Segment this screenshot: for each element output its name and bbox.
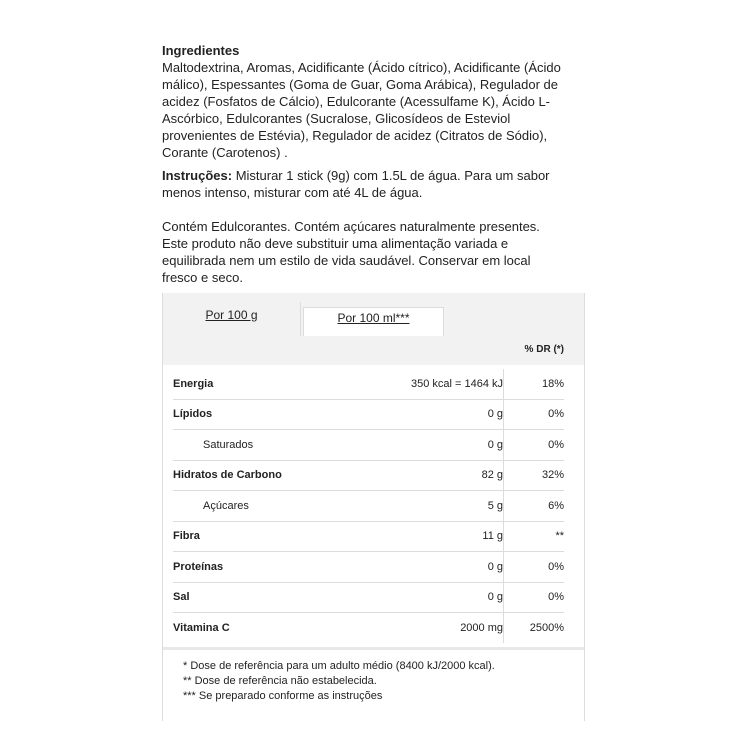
nutrient-value: 2000 mg (353, 613, 504, 643)
product-info (162, 42, 582, 286)
instructions-line2: menos intenso, misturar com até 4L de água. (162, 185, 423, 200)
ingredients-line: málico), Espessantes (Goma de Guar, Goma Arábica), Regulador de (162, 77, 558, 92)
nutrient-dr: 0% (504, 552, 565, 583)
ingredients-line: acidez (Fosfatos de Cálcio), Edulcorante (Acessulfame K), Ácido L- (162, 94, 551, 109)
notice-line: Contém Edulcorantes. Contém açúcares naturalmente presentes. (162, 219, 540, 234)
nutrient-value: 5 g (353, 491, 504, 522)
nutrient-dr: 18% (504, 369, 565, 399)
footnotes (163, 647, 584, 723)
tab-per-100g[interactable]: Por 100 g (163, 302, 301, 336)
tab-per-100ml[interactable]: Por 100 ml*** (303, 307, 444, 337)
nutrient-value: 0 g (353, 582, 504, 613)
instructions-text: Misturar 1 stick (9g) com 1.5L de água. Para um sabor (232, 168, 550, 183)
nutrient-dr: 0% (504, 430, 565, 461)
table-row (173, 582, 564, 613)
nutrition-panel (162, 293, 585, 721)
nutrient-name: Hidratos de Carbono (173, 460, 353, 491)
table-row (173, 399, 564, 430)
nutrient-value: 350 kcal = 1464 kJ (353, 369, 504, 399)
nutrient-name: Vitamina C (173, 621, 230, 634)
nutrition-table (173, 369, 564, 643)
nutrient-name: Açúcares (173, 491, 353, 522)
nutrient-name: Energia (173, 369, 353, 399)
nutrient-value: 0 g (353, 430, 504, 461)
table-row (173, 552, 564, 583)
notice-line: fresco e seco. (162, 270, 243, 285)
nutrient-dr: 0% (504, 582, 565, 613)
nutrient-name: Proteínas (173, 552, 353, 583)
table-row (173, 369, 564, 399)
footnote: * Dose de referência para um adulto médio (8400 kJ/2000 kcal). (183, 660, 495, 672)
nutrient-dr: 0% (504, 399, 565, 430)
table-row (173, 613, 564, 643)
nutrient-dr: ** (504, 521, 565, 552)
table-row (173, 460, 564, 491)
footnote: *** Se preparado conforme as instruções (183, 690, 383, 702)
table-row (173, 521, 564, 552)
nutrient-name: Fibra (173, 521, 353, 552)
instructions-label: Instruções: (162, 168, 233, 183)
ingredients-line: Ascórbico, Edulcorantes (Sucralose, Glicosídeos de Esteviol (162, 111, 511, 126)
nutrient-dr: 2500% (529, 621, 564, 634)
nutrient-name: Lípidos (173, 399, 353, 430)
nutrient-value: 0 g (353, 552, 504, 583)
dr-header: % DR (*) (524, 344, 564, 355)
notice-line: equilibrada nem um estilo de vida saudável. Conservar em local (162, 253, 531, 268)
ingredients-line: provenientes de Estévia), Regulador de acidez (Citratos de Sódio), (162, 128, 548, 143)
nutrient-value: 0 g (353, 399, 504, 430)
instructions-line1 (162, 167, 582, 184)
nutrient-name: Sal (173, 582, 353, 613)
nutrient-value: 11 g (353, 521, 504, 552)
table-row (173, 491, 564, 522)
ingredients-line: Maltodextrina, Aromas, Acidificante (Ácido cítrico), Acidificante (Ácido (162, 60, 561, 75)
dr-header-row (163, 336, 584, 365)
footnote: ** Dose de referência não estabelecida. (183, 675, 377, 687)
nutrition-tabs (163, 293, 584, 336)
ingredients-line: Corante (Carotenos) . (162, 145, 288, 160)
nutrient-name: Saturados (173, 430, 353, 461)
notice-line: Este produto não deve substituir uma alimentação variada e (162, 236, 509, 251)
table-row (173, 430, 564, 461)
nutrient-dr: 6% (504, 491, 565, 522)
ingredients-heading: Ingredientes (162, 43, 240, 58)
nutrient-dr: 32% (504, 460, 565, 491)
nutrient-value: 82 g (353, 460, 504, 491)
